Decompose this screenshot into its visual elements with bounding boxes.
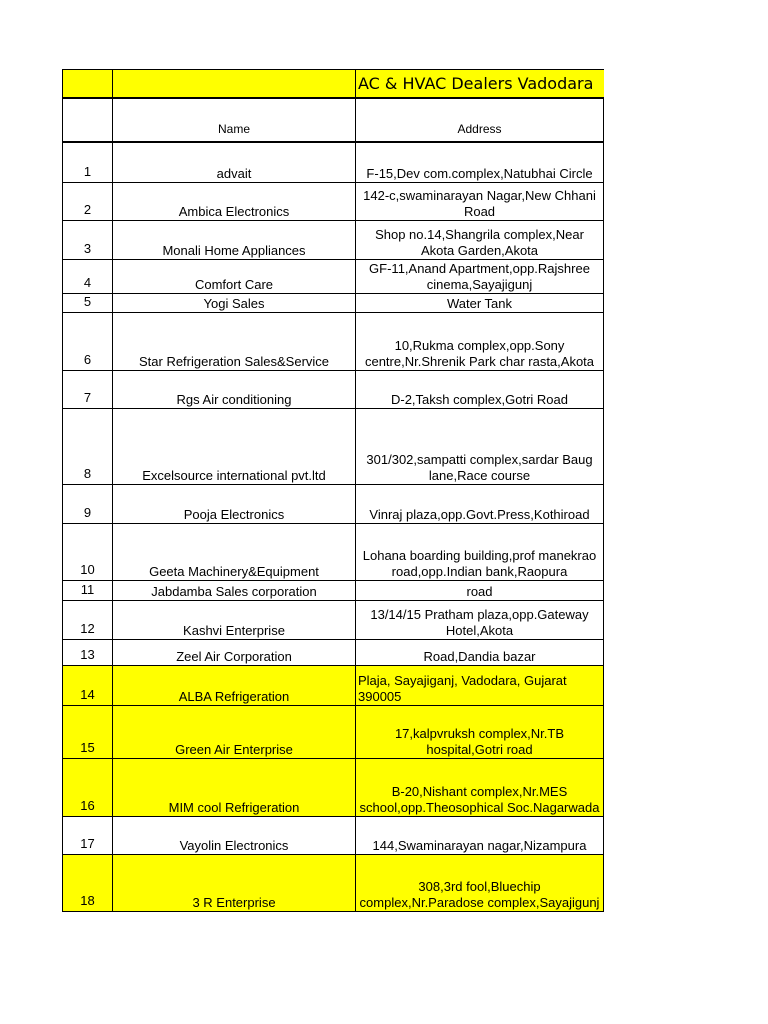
row-number[interactable]: 5	[63, 293, 113, 312]
dealer-name[interactable]: Vayolin Electronics	[113, 816, 356, 854]
table-row-highlighted	[63, 665, 604, 705]
dealer-name[interactable]: Rgs Air conditioning	[113, 370, 356, 408]
row-number[interactable]: 17	[63, 816, 113, 854]
row-number[interactable]: 3	[63, 220, 113, 259]
table-row	[63, 600, 604, 639]
dealer-address[interactable]: D-2,Taksh complex,Gotri Road	[356, 370, 604, 408]
table-row	[63, 370, 604, 408]
row-number[interactable]: 10	[63, 523, 113, 580]
dealer-name[interactable]: advait	[113, 142, 356, 182]
dealer-name[interactable]: Comfort Care	[113, 259, 356, 293]
table-row-highlighted	[63, 705, 604, 758]
dealer-name[interactable]: Pooja Electronics	[113, 484, 356, 523]
row-number[interactable]: 8	[63, 408, 113, 484]
sheet-title[interactable]: AC & HVAC Dealers Vadodara	[356, 70, 604, 99]
dealer-name[interactable]: Kashvi Enterprise	[113, 600, 356, 639]
dealer-address[interactable]: Vinraj plaza,opp.Govt.Press,Kothiroad	[356, 484, 604, 523]
dealer-address[interactable]: Road,Dandia bazar	[356, 639, 604, 665]
title-row	[63, 70, 604, 99]
row-number[interactable]: 14	[63, 665, 113, 705]
header-row	[63, 98, 604, 142]
table-row-highlighted	[63, 854, 604, 911]
table-row	[63, 580, 604, 600]
row-number[interactable]: 9	[63, 484, 113, 523]
dealer-address[interactable]: 301/302,sampatti complex,sardar Baug lane,Race course	[356, 408, 604, 484]
dealer-address[interactable]: Lohana boarding building,prof manekrao road,opp.Indian bank,Raopura	[356, 523, 604, 580]
dealer-address[interactable]: F-15,Dev com.complex,Natubhai Circle	[356, 142, 604, 182]
header-address[interactable]: Address	[356, 98, 604, 142]
dealer-address[interactable]: Water Tank	[356, 293, 604, 312]
dealer-address[interactable]: 13/14/15 Pratham plaza,opp.Gateway Hotel,Akota	[356, 600, 604, 639]
dealers-table	[62, 69, 604, 912]
dealer-name[interactable]: Star Refrigeration Sales&Service	[113, 312, 356, 370]
dealer-name[interactable]: Zeel Air Corporation	[113, 639, 356, 665]
table-row	[63, 142, 604, 182]
dealer-name[interactable]: Geeta Machinery&Equipment	[113, 523, 356, 580]
dealer-address[interactable]: 17,kalpvruksh complex,Nr.TB hospital,Gotri road	[356, 705, 604, 758]
table-row	[63, 259, 604, 293]
dealer-address[interactable]: 308,3rd fool,Bluechip complex,Nr.Paradose complex,Sayajigunj	[356, 854, 604, 911]
dealer-name[interactable]: MIM cool Refrigeration	[113, 758, 356, 816]
dealer-address[interactable]: 144,Swaminarayan nagar,Nizampura	[356, 816, 604, 854]
dealer-name[interactable]: Excelsource international pvt.ltd	[113, 408, 356, 484]
table-row-highlighted	[63, 758, 604, 816]
dealer-address[interactable]: road	[356, 580, 604, 600]
row-number[interactable]: 6	[63, 312, 113, 370]
row-number[interactable]: 12	[63, 600, 113, 639]
dealer-address[interactable]: GF-11,Anand Apartment,opp.Rajshree cinema,Sayajigunj	[356, 259, 604, 293]
row-number[interactable]: 1	[63, 142, 113, 182]
header-name[interactable]: Name	[113, 98, 356, 142]
title-cell-blank-a[interactable]	[63, 70, 113, 99]
dealer-address[interactable]: B-20,Nishant complex,Nr.MES school,opp.Theosophical Soc.Nagarwada	[356, 758, 604, 816]
row-number[interactable]: 15	[63, 705, 113, 758]
header-num[interactable]	[63, 98, 113, 142]
table-row	[63, 408, 604, 484]
table-row	[63, 484, 604, 523]
dealer-name[interactable]: Green Air Enterprise	[113, 705, 356, 758]
dealer-address[interactable]: 10,Rukma complex,opp.Sony centre,Nr.Shrenik Park char rasta,Akota	[356, 312, 604, 370]
table-row	[63, 523, 604, 580]
dealer-name[interactable]: ALBA Refrigeration	[113, 665, 356, 705]
dealer-name[interactable]: 3 R Enterprise	[113, 854, 356, 911]
table-row	[63, 182, 604, 220]
dealer-name[interactable]: Yogi Sales	[113, 293, 356, 312]
dealer-address[interactable]: 142-c,swaminarayan Nagar,New Chhani Road	[356, 182, 604, 220]
dealer-name[interactable]: Ambica Electronics	[113, 182, 356, 220]
row-number[interactable]: 16	[63, 758, 113, 816]
row-number[interactable]: 2	[63, 182, 113, 220]
row-number[interactable]: 11	[63, 580, 113, 600]
dealer-address[interactable]: Plaja, Sayajiganj, Vadodara, Gujarat 390005	[356, 665, 604, 705]
table-row	[63, 293, 604, 312]
row-number[interactable]: 7	[63, 370, 113, 408]
dealer-name[interactable]: Jabdamba Sales corporation	[113, 580, 356, 600]
dealer-name[interactable]: Monali Home Appliances	[113, 220, 356, 259]
table-row	[63, 816, 604, 854]
table-row	[63, 220, 604, 259]
table-row	[63, 312, 604, 370]
row-number[interactable]: 4	[63, 259, 113, 293]
table-row	[63, 639, 604, 665]
dealer-address[interactable]: Shop no.14,Shangrila complex,Near Akota Garden,Akota	[356, 220, 604, 259]
row-number[interactable]: 13	[63, 639, 113, 665]
row-number[interactable]: 18	[63, 854, 113, 911]
title-cell-blank-b[interactable]	[113, 70, 356, 99]
